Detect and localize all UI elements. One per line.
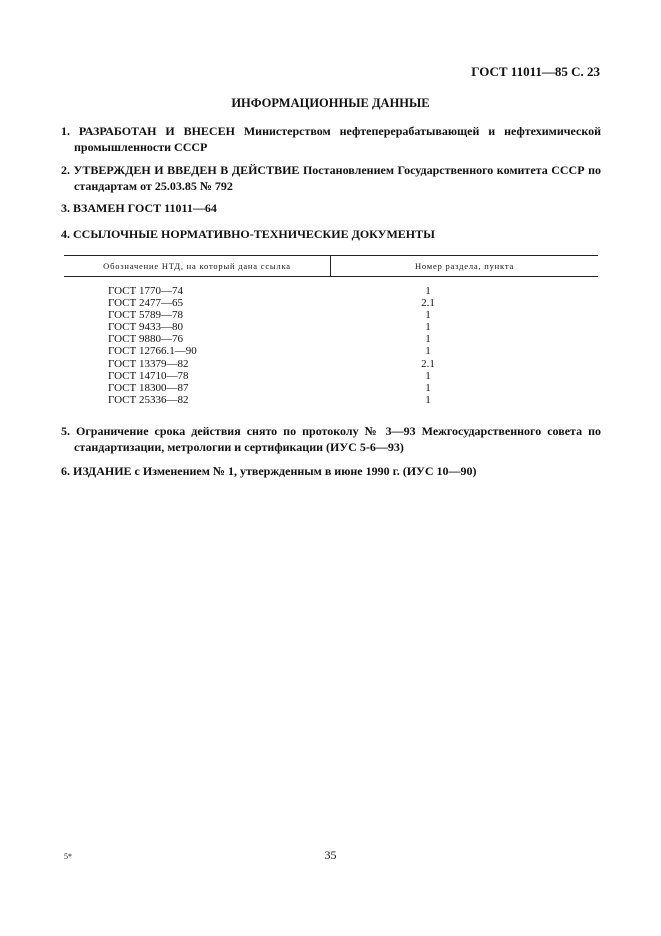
table-header-designation: Обозначение НТД, на который дана ссылка [103, 261, 291, 271]
table-cell: 1 [425, 381, 431, 394]
info-item-4 [61, 227, 601, 243]
table-row: ГОСТ 14710—78 [108, 369, 189, 382]
info-item-1-text: Министерством нефтеперерабатывающей и нефтехимической промышленности СССР [74, 124, 601, 154]
table-row: ГОСТ 2477—65 [108, 297, 183, 310]
page-header: ГОСТ 11011—85 С. 23 [471, 64, 600, 79]
info-item-4-label: 4. ССЫЛОЧНЫЕ НОРМАТИВНО-ТЕХНИЧЕСКИЕ ДОКУМЕНТЫ [61, 227, 435, 241]
page-title: ИНФОРМАЦИОННЫЕ ДАННЫЕ [231, 96, 430, 110]
table-row: ГОСТ 1770—74 [108, 285, 183, 297]
table-cell: 2.1 [421, 297, 435, 310]
table-row: ГОСТ 9880—76 [108, 333, 183, 346]
table-row: ГОСТ 5789—78 [108, 309, 183, 322]
table-cell: 1 [425, 393, 431, 406]
table-cell: 1 [425, 345, 431, 358]
table-cell: 1 [425, 369, 431, 382]
table-row: ГОСТ 13379—82 [108, 357, 189, 370]
info-item-1-label: 1. РАЗРАБОТАН И ВНЕСЕН [61, 124, 235, 138]
table-cell: 1 [425, 309, 431, 322]
info-item-3 [61, 201, 601, 217]
info-item-5 [61, 424, 601, 455]
table-header-rule [64, 276, 598, 277]
table-cell: 1 [425, 321, 431, 334]
table-row: ГОСТ 18300—87 [108, 381, 189, 394]
table-row: ГОСТ 25336—82 [108, 393, 189, 406]
info-item-6 [61, 464, 601, 480]
table-top-rule [64, 255, 598, 256]
table-designations [108, 285, 197, 406]
info-item-2-label: 2. УТВЕРЖДЕН И ВВЕДЕН В ДЕЙСТВИЕ [61, 163, 300, 177]
table-cell: 1 [425, 333, 431, 346]
table-row: ГОСТ 12766.1—90 [108, 345, 197, 358]
table-row: ГОСТ 9433—80 [108, 321, 183, 334]
footer-signature-mark: 5* [64, 852, 72, 861]
info-item-5-label: 5. Ограничение срока действия снято по протоколу № 3—93 Межгосударственного совета по стандартизации, метрологии и сертификации (ИУС 5-6—93) [61, 424, 601, 454]
page-number: 35 [324, 848, 337, 862]
info-item-2 [61, 163, 601, 194]
info-item-1 [61, 124, 601, 155]
info-item-6-label: 6. ИЗДАНИЕ с Изменением № 1, утвержденным в июне 1990 г. (ИУС 10—90) [61, 464, 477, 478]
table-sections [408, 285, 448, 406]
info-item-3-label: 3. ВЗАМЕН ГОСТ 11011—64 [61, 201, 217, 215]
table-cell: 1 [425, 285, 431, 297]
table-cell: 2.1 [421, 357, 435, 370]
info-item-2-text: Постановлением Государственного комитета СССР по стандартам от 25.03.85 № 792 [74, 163, 602, 193]
table-header-section: Номер раздела, пункта [414, 261, 515, 271]
